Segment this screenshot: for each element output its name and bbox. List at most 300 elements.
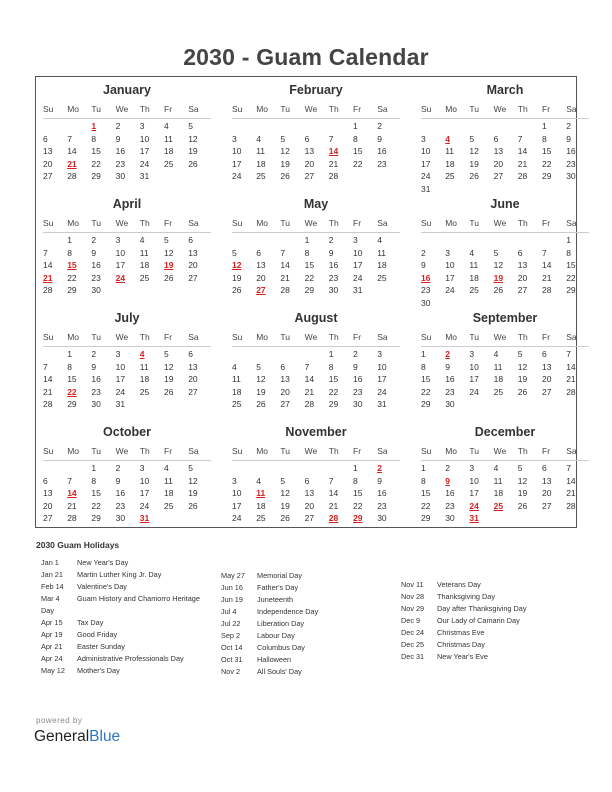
day-cell[interactable]: 27 xyxy=(542,500,552,511)
day-cell[interactable]: 5 xyxy=(164,235,169,245)
day-cell[interactable]: 23 xyxy=(377,158,387,169)
day-cell[interactable]: 29 xyxy=(421,513,431,524)
day-cell[interactable]: 5 xyxy=(188,121,193,131)
day-cell[interactable]: 29 xyxy=(542,171,552,182)
day-cell[interactable]: 30 xyxy=(353,399,363,410)
holiday-day-cell[interactable]: 14 xyxy=(328,146,339,157)
day-cell[interactable]: 14 xyxy=(43,374,53,385)
day-cell[interactable]: 29 xyxy=(91,171,101,182)
day-cell[interactable]: 3 xyxy=(421,133,426,144)
day-cell[interactable]: 19 xyxy=(469,158,479,169)
day-cell[interactable]: 14 xyxy=(328,488,339,499)
day-cell[interactable]: 12 xyxy=(517,475,528,486)
day-cell[interactable]: 17 xyxy=(139,488,150,499)
day-cell[interactable]: 17 xyxy=(115,260,126,271)
day-cell[interactable]: 23 xyxy=(328,272,339,283)
day-cell[interactable]: 5 xyxy=(493,247,499,258)
day-cell[interactable]: 5 xyxy=(517,463,523,473)
day-cell[interactable]: 4 xyxy=(256,475,261,486)
holiday-day-cell[interactable]: 15 xyxy=(67,260,77,271)
day-cell[interactable]: 6 xyxy=(493,133,499,144)
day-cell[interactable]: 28 xyxy=(542,285,552,296)
day-cell[interactable]: 15 xyxy=(353,146,363,157)
day-cell[interactable]: 1 xyxy=(353,121,358,131)
day-cell[interactable]: 23 xyxy=(566,158,576,169)
holiday-day-cell[interactable]: 29 xyxy=(353,513,363,524)
day-cell[interactable]: 26 xyxy=(469,171,479,182)
day-cell[interactable]: 4 xyxy=(256,133,261,144)
day-cell[interactable]: 9 xyxy=(377,133,382,144)
holiday-day-cell[interactable]: 12 xyxy=(232,260,242,271)
day-cell[interactable]: 2 xyxy=(91,349,97,359)
brand-logo[interactable] xyxy=(34,728,120,746)
holiday-day-cell[interactable]: 11 xyxy=(256,488,266,499)
day-cell[interactable]: 1 xyxy=(566,235,571,245)
day-cell[interactable]: 2 xyxy=(115,463,121,473)
day-cell[interactable]: 15 xyxy=(353,488,363,499)
day-cell[interactable]: 6 xyxy=(43,133,48,144)
day-cell[interactable]: 25 xyxy=(493,386,504,397)
day-cell[interactable]: 10 xyxy=(353,247,363,258)
day-cell[interactable]: 1 xyxy=(304,235,310,245)
day-cell[interactable]: 3 xyxy=(139,463,145,473)
day-cell[interactable]: 13 xyxy=(542,475,552,486)
day-cell[interactable]: 22 xyxy=(91,158,101,169)
day-cell[interactable]: 19 xyxy=(280,500,290,511)
day-cell[interactable]: 25 xyxy=(164,500,174,511)
day-cell[interactable]: 16 xyxy=(328,260,339,271)
day-cell[interactable]: 21 xyxy=(304,386,315,397)
day-cell[interactable]: 4 xyxy=(164,463,169,473)
day-cell[interactable]: 1 xyxy=(91,463,97,473)
day-cell[interactable]: 24 xyxy=(421,171,431,182)
day-cell[interactable]: 22 xyxy=(328,386,339,397)
day-cell[interactable]: 15 xyxy=(304,260,315,271)
day-cell[interactable]: 28 xyxy=(517,171,528,182)
day-cell[interactable]: 14 xyxy=(67,146,77,157)
day-cell[interactable]: 7 xyxy=(328,475,334,486)
day-cell[interactable]: 4 xyxy=(493,349,499,359)
day-cell[interactable]: 20 xyxy=(542,374,552,385)
day-cell[interactable]: 21 xyxy=(517,158,528,169)
day-cell[interactable]: 23 xyxy=(445,500,455,511)
holiday-day-cell[interactable]: 14 xyxy=(67,488,77,499)
day-cell[interactable]: 21 xyxy=(566,374,576,385)
holiday-day-cell[interactable]: 9 xyxy=(445,475,450,486)
day-cell[interactable]: 6 xyxy=(304,475,310,486)
day-cell[interactable]: 6 xyxy=(256,247,261,258)
day-cell[interactable]: 12 xyxy=(164,247,174,258)
day-cell[interactable]: 1 xyxy=(67,349,72,359)
day-cell[interactable]: 5 xyxy=(517,349,523,359)
day-cell[interactable]: 5 xyxy=(232,247,237,258)
day-cell[interactable]: 27 xyxy=(43,171,53,182)
day-cell[interactable]: 13 xyxy=(256,260,266,271)
day-cell[interactable]: 31 xyxy=(353,285,363,296)
day-cell[interactable]: 28 xyxy=(304,399,315,410)
day-cell[interactable]: 18 xyxy=(256,158,266,169)
day-cell[interactable]: 24 xyxy=(232,513,242,524)
day-cell[interactable]: 3 xyxy=(469,349,475,359)
day-cell[interactable]: 11 xyxy=(493,361,503,372)
day-cell[interactable]: 23 xyxy=(445,386,455,397)
day-cell[interactable]: 31 xyxy=(139,171,150,182)
day-cell[interactable]: 17 xyxy=(445,272,455,283)
day-cell[interactable]: 7 xyxy=(566,349,571,359)
day-cell[interactable]: 22 xyxy=(67,272,77,283)
day-cell[interactable]: 24 xyxy=(232,171,242,182)
day-cell[interactable]: 18 xyxy=(445,158,455,169)
holiday-day-cell[interactable]: 31 xyxy=(139,513,150,524)
day-cell[interactable]: 27 xyxy=(188,272,198,283)
day-cell[interactable]: 9 xyxy=(115,133,121,144)
day-cell[interactable]: 24 xyxy=(353,272,363,283)
day-cell[interactable]: 8 xyxy=(91,133,97,144)
day-cell[interactable]: 25 xyxy=(377,272,387,283)
day-cell[interactable]: 19 xyxy=(517,488,528,499)
day-cell[interactable]: 7 xyxy=(43,361,48,372)
holiday-day-cell[interactable]: 2 xyxy=(377,463,382,473)
holiday-day-cell[interactable]: 4 xyxy=(139,349,145,359)
day-cell[interactable]: 16 xyxy=(566,146,576,157)
day-cell[interactable]: 2 xyxy=(421,247,426,258)
day-cell[interactable]: 27 xyxy=(188,386,198,397)
day-cell[interactable]: 30 xyxy=(566,171,576,182)
day-cell[interactable]: 8 xyxy=(566,247,571,258)
day-cell[interactable]: 15 xyxy=(91,488,101,499)
day-cell[interactable]: 7 xyxy=(517,133,523,144)
day-cell[interactable]: 21 xyxy=(67,500,77,511)
day-cell[interactable]: 14 xyxy=(566,361,576,372)
day-cell[interactable]: 26 xyxy=(232,285,242,296)
day-cell[interactable]: 19 xyxy=(232,272,242,283)
day-cell[interactable]: 1 xyxy=(353,463,358,473)
day-cell[interactable]: 30 xyxy=(91,285,101,296)
day-cell[interactable]: 3 xyxy=(445,247,450,258)
day-cell[interactable]: 7 xyxy=(304,361,310,372)
day-cell[interactable]: 1 xyxy=(542,121,547,131)
day-cell[interactable]: 20 xyxy=(542,488,552,499)
day-cell[interactable]: 30 xyxy=(115,171,126,182)
day-cell[interactable]: 22 xyxy=(353,500,363,511)
day-cell[interactable]: 26 xyxy=(280,513,290,524)
day-cell[interactable]: 14 xyxy=(542,260,552,271)
day-cell[interactable]: 7 xyxy=(67,475,72,486)
holiday-day-cell[interactable]: 16 xyxy=(421,272,431,283)
day-cell[interactable]: 17 xyxy=(232,500,242,511)
day-cell[interactable]: 28 xyxy=(67,513,77,524)
day-cell[interactable]: 25 xyxy=(139,386,150,397)
day-cell[interactable]: 22 xyxy=(566,272,576,283)
day-cell[interactable]: 19 xyxy=(280,158,290,169)
day-cell[interactable]: 11 xyxy=(139,361,149,372)
day-cell[interactable]: 14 xyxy=(517,146,528,157)
day-cell[interactable]: 18 xyxy=(256,500,266,511)
day-cell[interactable]: 15 xyxy=(91,146,101,157)
day-cell[interactable]: 17 xyxy=(232,158,242,169)
day-cell[interactable]: 30 xyxy=(445,513,455,524)
day-cell[interactable]: 14 xyxy=(43,260,53,271)
day-cell[interactable]: 6 xyxy=(304,133,310,144)
day-cell[interactable]: 7 xyxy=(280,247,286,258)
day-cell[interactable]: 13 xyxy=(304,146,315,157)
day-cell[interactable]: 27 xyxy=(304,171,315,182)
day-cell[interactable]: 23 xyxy=(353,386,363,397)
day-cell[interactable]: 20 xyxy=(517,272,528,283)
day-cell[interactable]: 13 xyxy=(188,361,198,372)
day-cell[interactable]: 1 xyxy=(421,463,426,473)
day-cell[interactable]: 13 xyxy=(517,260,528,271)
day-cell[interactable]: 18 xyxy=(139,260,150,271)
day-cell[interactable]: 14 xyxy=(566,475,576,486)
day-cell[interactable]: 29 xyxy=(67,285,77,296)
day-cell[interactable]: 30 xyxy=(115,513,126,524)
day-cell[interactable]: 28 xyxy=(566,386,576,397)
day-cell[interactable]: 22 xyxy=(421,500,431,511)
holiday-day-cell[interactable]: 1 xyxy=(91,121,97,131)
day-cell[interactable]: 28 xyxy=(43,285,53,296)
day-cell[interactable]: 12 xyxy=(493,260,504,271)
day-cell[interactable]: 24 xyxy=(139,500,150,511)
day-cell[interactable]: 14 xyxy=(280,260,290,271)
day-cell[interactable]: 25 xyxy=(445,171,455,182)
day-cell[interactable]: 25 xyxy=(256,513,266,524)
day-cell[interactable]: 5 xyxy=(469,133,475,144)
day-cell[interactable]: 3 xyxy=(232,475,237,486)
holiday-day-cell[interactable]: 19 xyxy=(164,260,174,271)
day-cell[interactable]: 20 xyxy=(280,386,290,397)
day-cell[interactable]: 7 xyxy=(67,133,72,144)
day-cell[interactable]: 27 xyxy=(43,513,53,524)
day-cell[interactable]: 8 xyxy=(328,361,334,372)
day-cell[interactable]: 9 xyxy=(421,260,426,271)
day-cell[interactable]: 8 xyxy=(67,247,72,258)
day-cell[interactable]: 11 xyxy=(232,374,241,385)
day-cell[interactable]: 28 xyxy=(43,399,53,410)
day-cell[interactable]: 7 xyxy=(43,247,48,258)
day-cell[interactable]: 16 xyxy=(377,146,387,157)
day-cell[interactable]: 13 xyxy=(43,488,53,499)
day-cell[interactable]: 24 xyxy=(377,386,387,397)
day-cell[interactable]: 5 xyxy=(280,133,286,144)
day-cell[interactable]: 10 xyxy=(421,146,431,157)
day-cell[interactable]: 17 xyxy=(469,374,479,385)
day-cell[interactable]: 2 xyxy=(115,121,121,131)
day-cell[interactable]: 15 xyxy=(566,260,576,271)
day-cell[interactable]: 9 xyxy=(91,361,97,372)
day-cell[interactable]: 10 xyxy=(115,247,126,258)
day-cell[interactable]: 3 xyxy=(139,121,145,131)
day-cell[interactable]: 4 xyxy=(377,235,382,245)
day-cell[interactable]: 11 xyxy=(445,146,455,157)
day-cell[interactable]: 15 xyxy=(421,488,431,499)
day-cell[interactable]: 11 xyxy=(469,260,479,271)
day-cell[interactable]: 4 xyxy=(139,235,145,245)
day-cell[interactable]: 6 xyxy=(43,475,48,486)
day-cell[interactable]: 15 xyxy=(542,146,552,157)
day-cell[interactable]: 7 xyxy=(566,463,571,473)
day-cell[interactable]: 12 xyxy=(280,488,290,499)
day-cell[interactable]: 1 xyxy=(421,349,426,359)
day-cell[interactable]: 20 xyxy=(188,374,198,385)
holiday-day-cell[interactable]: 2 xyxy=(445,349,450,359)
day-cell[interactable]: 27 xyxy=(493,171,504,182)
day-cell[interactable]: 18 xyxy=(139,374,150,385)
day-cell[interactable]: 11 xyxy=(377,247,387,258)
day-cell[interactable]: 23 xyxy=(377,500,387,511)
day-cell[interactable]: 8 xyxy=(353,133,358,144)
day-cell[interactable]: 17 xyxy=(353,260,363,271)
day-cell[interactable]: 3 xyxy=(115,349,121,359)
day-cell[interactable]: 21 xyxy=(280,272,290,283)
day-cell[interactable]: 22 xyxy=(353,158,363,169)
day-cell[interactable]: 20 xyxy=(493,158,504,169)
day-cell[interactable]: 9 xyxy=(377,475,382,486)
day-cell[interactable]: 11 xyxy=(164,475,173,486)
day-cell[interactable]: 2 xyxy=(91,235,97,245)
day-cell[interactable]: 25 xyxy=(469,285,479,296)
day-cell[interactable]: 11 xyxy=(164,133,173,144)
day-cell[interactable]: 23 xyxy=(421,285,431,296)
day-cell[interactable]: 17 xyxy=(421,158,431,169)
day-cell[interactable]: 1 xyxy=(67,235,72,245)
day-cell[interactable]: 7 xyxy=(542,247,547,258)
day-cell[interactable]: 13 xyxy=(493,146,504,157)
day-cell[interactable]: 12 xyxy=(188,133,198,144)
day-cell[interactable]: 29 xyxy=(67,399,77,410)
day-cell[interactable]: 13 xyxy=(304,488,315,499)
day-cell[interactable]: 30 xyxy=(377,513,387,524)
day-cell[interactable]: 9 xyxy=(445,361,450,372)
day-cell[interactable]: 12 xyxy=(188,475,198,486)
day-cell[interactable]: 10 xyxy=(115,361,126,372)
day-cell[interactable]: 29 xyxy=(304,285,315,296)
day-cell[interactable]: 26 xyxy=(164,272,174,283)
day-cell[interactable]: 3 xyxy=(232,133,237,144)
day-cell[interactable]: 8 xyxy=(353,475,358,486)
day-cell[interactable]: 12 xyxy=(280,146,290,157)
day-cell[interactable]: 8 xyxy=(91,475,97,486)
day-cell[interactable]: 20 xyxy=(43,158,53,169)
day-cell[interactable]: 4 xyxy=(469,247,475,258)
day-cell[interactable]: 29 xyxy=(566,285,576,296)
day-cell[interactable]: 31 xyxy=(421,184,431,194)
day-cell[interactable]: 31 xyxy=(115,399,126,410)
day-cell[interactable]: 19 xyxy=(188,146,198,157)
day-cell[interactable]: 16 xyxy=(91,374,101,385)
day-cell[interactable]: 5 xyxy=(280,475,286,486)
day-cell[interactable]: 16 xyxy=(445,488,455,499)
day-cell[interactable]: 10 xyxy=(445,260,455,271)
day-cell[interactable]: 24 xyxy=(139,158,150,169)
day-cell[interactable]: 10 xyxy=(232,488,242,499)
day-cell[interactable]: 22 xyxy=(91,500,101,511)
holiday-day-cell[interactable]: 21 xyxy=(67,158,77,169)
day-cell[interactable]: 28 xyxy=(67,171,77,182)
day-cell[interactable]: 25 xyxy=(164,158,174,169)
day-cell[interactable]: 5 xyxy=(164,349,169,359)
day-cell[interactable]: 10 xyxy=(469,475,479,486)
day-cell[interactable]: 28 xyxy=(280,285,290,296)
day-cell[interactable]: 12 xyxy=(517,361,528,372)
holiday-day-cell[interactable]: 4 xyxy=(445,133,450,144)
day-cell[interactable]: 20 xyxy=(188,260,198,271)
day-cell[interactable]: 30 xyxy=(328,285,339,296)
day-cell[interactable]: 4 xyxy=(232,361,237,372)
day-cell[interactable]: 25 xyxy=(139,272,150,283)
day-cell[interactable]: 17 xyxy=(115,374,126,385)
day-cell[interactable]: 20 xyxy=(43,500,53,511)
day-cell[interactable]: 28 xyxy=(566,500,576,511)
day-cell[interactable]: 17 xyxy=(377,374,387,385)
holiday-day-cell[interactable]: 31 xyxy=(469,513,479,524)
day-cell[interactable]: 13 xyxy=(280,374,290,385)
day-cell[interactable]: 17 xyxy=(139,146,150,157)
day-cell[interactable]: 20 xyxy=(304,158,315,169)
day-cell[interactable]: 8 xyxy=(304,247,310,258)
day-cell[interactable]: 10 xyxy=(377,361,387,372)
day-cell[interactable]: 10 xyxy=(139,133,150,144)
day-cell[interactable]: 9 xyxy=(566,133,571,144)
holiday-day-cell[interactable]: 28 xyxy=(328,513,339,524)
day-cell[interactable]: 5 xyxy=(188,463,193,473)
day-cell[interactable]: 26 xyxy=(280,171,290,182)
day-cell[interactable]: 2 xyxy=(566,121,571,131)
day-cell[interactable]: 29 xyxy=(421,399,431,410)
day-cell[interactable]: 23 xyxy=(91,386,101,397)
day-cell[interactable]: 7 xyxy=(328,133,334,144)
day-cell[interactable]: 6 xyxy=(517,247,523,258)
day-cell[interactable]: 29 xyxy=(328,399,339,410)
day-cell[interactable]: 19 xyxy=(188,488,198,499)
day-cell[interactable]: 16 xyxy=(91,260,101,271)
day-cell[interactable]: 18 xyxy=(164,488,174,499)
day-cell[interactable]: 22 xyxy=(304,272,315,283)
day-cell[interactable]: 3 xyxy=(469,463,475,473)
day-cell[interactable]: 11 xyxy=(256,146,266,157)
day-cell[interactable]: 16 xyxy=(353,374,363,385)
day-cell[interactable]: 19 xyxy=(256,386,266,397)
day-cell[interactable]: 25 xyxy=(256,171,266,182)
day-cell[interactable]: 15 xyxy=(328,374,339,385)
day-cell[interactable]: 16 xyxy=(377,488,387,499)
day-cell[interactable]: 10 xyxy=(469,361,479,372)
day-cell[interactable]: 10 xyxy=(139,475,150,486)
day-cell[interactable]: 17 xyxy=(469,488,479,499)
day-cell[interactable]: 21 xyxy=(566,488,576,499)
day-cell[interactable]: 6 xyxy=(542,463,547,473)
day-cell[interactable]: 9 xyxy=(115,475,121,486)
day-cell[interactable]: 6 xyxy=(542,349,547,359)
holiday-day-cell[interactable]: 27 xyxy=(256,285,266,296)
day-cell[interactable]: 4 xyxy=(493,463,499,473)
day-cell[interactable]: 9 xyxy=(328,247,334,258)
day-cell[interactable]: 30 xyxy=(421,298,431,308)
holiday-day-cell[interactable]: 19 xyxy=(493,272,504,283)
day-cell[interactable]: 23 xyxy=(115,158,126,169)
day-cell[interactable]: 24 xyxy=(115,386,126,397)
day-cell[interactable]: 13 xyxy=(542,361,552,372)
day-cell[interactable]: 3 xyxy=(377,349,382,359)
day-cell[interactable]: 2 xyxy=(377,121,382,131)
holiday-day-cell[interactable]: 24 xyxy=(115,272,126,283)
day-cell[interactable]: 24 xyxy=(469,386,479,397)
day-cell[interactable]: 22 xyxy=(542,158,552,169)
day-cell[interactable]: 19 xyxy=(164,374,174,385)
day-cell[interactable]: 2 xyxy=(353,349,358,359)
day-cell[interactable]: 15 xyxy=(421,374,431,385)
day-cell[interactable]: 6 xyxy=(188,235,193,245)
